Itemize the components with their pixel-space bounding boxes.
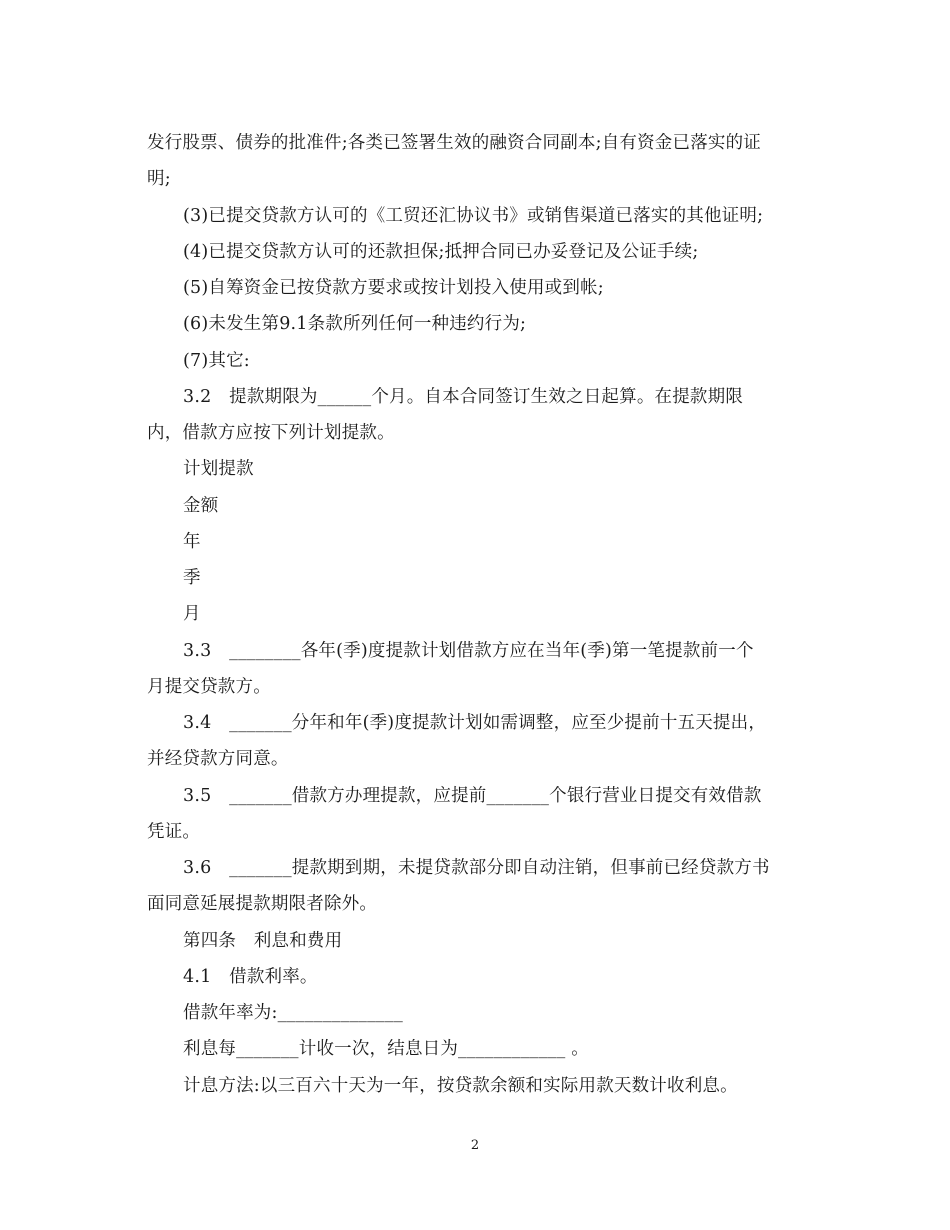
paragraph-line: 季 — [183, 568, 201, 588]
paragraph-line: 内，借款方应按下列计划提款。 — [147, 423, 395, 443]
paragraph-line: 3.2 提款期限为______个月。自本合同签订生效之日起算。在提款期限 — [183, 387, 744, 407]
paragraph-line: 3.6 _______提款期到期，未提贷款部分即自动注销，但事前已经贷款方书 — [183, 858, 770, 878]
paragraph-line: 凭证。 — [147, 822, 201, 842]
paragraph-line: 月 — [183, 604, 201, 624]
paragraph-line: 明; — [147, 169, 171, 189]
paragraph-line: 3.4 _______分年和年(季)度提款计划如需调整，应至少提前十五天提出， — [183, 713, 767, 733]
paragraph-line: 计息方法:以三百六十天为一年，按贷款余额和实际用款天数计收利息。 — [183, 1076, 738, 1096]
section-heading: 第四条 利息和费用 — [183, 931, 343, 951]
paragraph-line: 借款年率为:______________ — [183, 1003, 403, 1023]
paragraph-line: 面同意延展提款期限者除外。 — [147, 894, 378, 914]
paragraph-line: (3)已提交贷款方认可的《工贸还汇协议书》或销售渠道已落实的其他证明; — [183, 206, 764, 226]
paragraph-line: 3.5 _______借款方办理提款，应提前_______个银行营业日提交有效借款 — [183, 786, 762, 806]
paragraph-line: (6)未发生第9.1条款所列任何一种违约行为; — [183, 314, 527, 334]
paragraph-line: 3.3 ________各年(季)度提款计划借款方应在当年(季)第一笔提款前一个 — [183, 641, 754, 661]
paragraph-line: 金额 — [183, 496, 219, 516]
paragraph-line: (5)自筹资金已按贷款方要求或按计划投入使用或到帐; — [183, 278, 604, 298]
paragraph-line: 年 — [183, 532, 201, 552]
paragraph-line: (7)其它: — [183, 351, 250, 371]
paragraph-line: 发行股票、债券的批准件;各类已签署生效的融资合同副本;自有资金已落实的证 — [147, 133, 761, 153]
paragraph-line: (4)已提交贷款方认可的还款担保;抵押合同已办妥登记及公证手续; — [183, 242, 699, 262]
paragraph-line: 月提交贷款方。 — [147, 677, 271, 697]
paragraph-line: 利息每_______计收一次，结息日为____________ 。 — [183, 1039, 589, 1059]
paragraph-line: 4.1 借款利率。 — [183, 967, 318, 987]
paragraph-line: 计划提款 — [183, 459, 254, 479]
page-number: 2 — [470, 1138, 480, 1153]
paragraph-line: 并经贷款方同意。 — [147, 749, 289, 769]
